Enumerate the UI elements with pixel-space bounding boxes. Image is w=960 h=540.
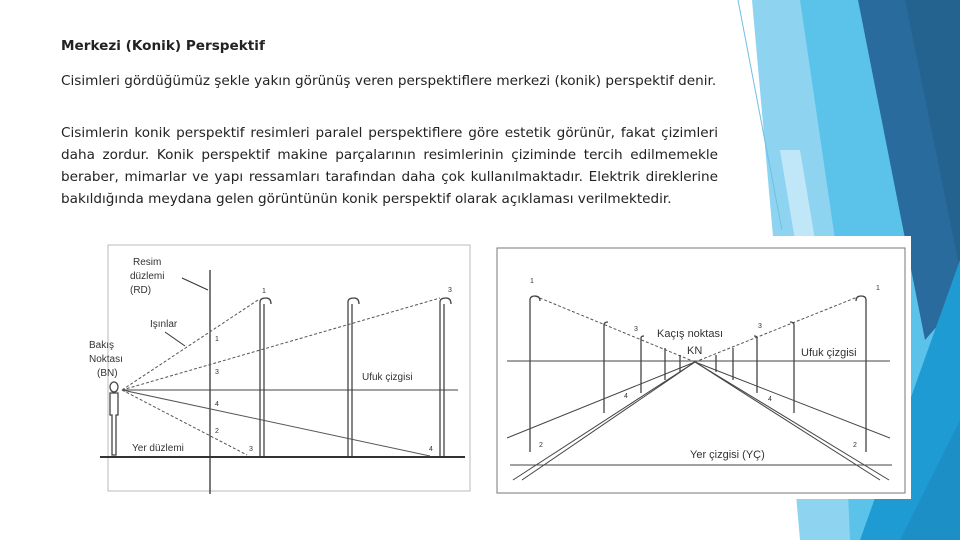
label-number: 3 <box>634 326 638 333</box>
label-resim: Resim <box>133 257 162 268</box>
label-number: 2 <box>853 442 857 449</box>
label-ufuk: Ufuk çizgisi <box>362 372 413 383</box>
label-number: 1 <box>530 278 534 285</box>
label-number: 3 <box>758 323 762 330</box>
label-number: 3 <box>215 369 219 376</box>
slide-title: Merkezi (Konik) Perspektif <box>61 38 265 54</box>
label-number: 1 <box>876 285 880 292</box>
label-yer-duzlemi: Yer düzlemi <box>132 443 184 454</box>
front-view-vanishing-point-diagram <box>495 236 911 499</box>
label-isinlar: Işınlar <box>150 319 178 330</box>
label-rd: (RD) <box>130 285 152 296</box>
label-noktasi: Noktası <box>89 354 123 365</box>
label-bn: (BN) <box>97 368 118 379</box>
label-number: 3 <box>249 446 253 453</box>
label-number: 2 <box>215 428 219 435</box>
paragraph-explanation: Cisimlerin konik perspektif resimleri paralel perspektiflere göre estetik görünür, fakat çizimleri daha zordur. Konik perspektif makine parçalarının resimlerinin çiziminde tercih edilmemekle beraber, mimarlar ve yapı ressamları tarafından daha çok kullanılmaktadır. Elektrik direklerine bakıldığında meydana gelen görüntünün konik perspektif olarak açıklaması verilmektedir. <box>61 125 718 207</box>
label-number: 2 <box>539 442 543 449</box>
label-number: 4 <box>429 446 433 453</box>
label-number: 4 <box>215 401 219 408</box>
side-view-perspective-diagram <box>89 240 474 496</box>
label-number: 4 <box>768 396 772 403</box>
label-kacis-noktasi: Kaçış noktası <box>657 328 724 340</box>
paragraph-definition: Cisimleri gördüğümüz şekle yakın görünüş veren perspektiflere merkezi (konik) perspektif denir. <box>61 73 717 89</box>
label-duzlemi: düzlemi <box>130 271 165 282</box>
label-number: 1 <box>215 336 219 343</box>
label-ufuk-cizgisi: Ufuk çizgisi <box>801 347 857 359</box>
label-yer-cizgisi: Yer çizgisi (YÇ) <box>690 449 765 461</box>
label-number: 4 <box>624 393 628 400</box>
label-bakis: Bakış <box>89 340 115 351</box>
label-kn: KN <box>687 345 703 357</box>
label-number: 3 <box>448 287 452 294</box>
label-number: 1 <box>262 288 266 295</box>
